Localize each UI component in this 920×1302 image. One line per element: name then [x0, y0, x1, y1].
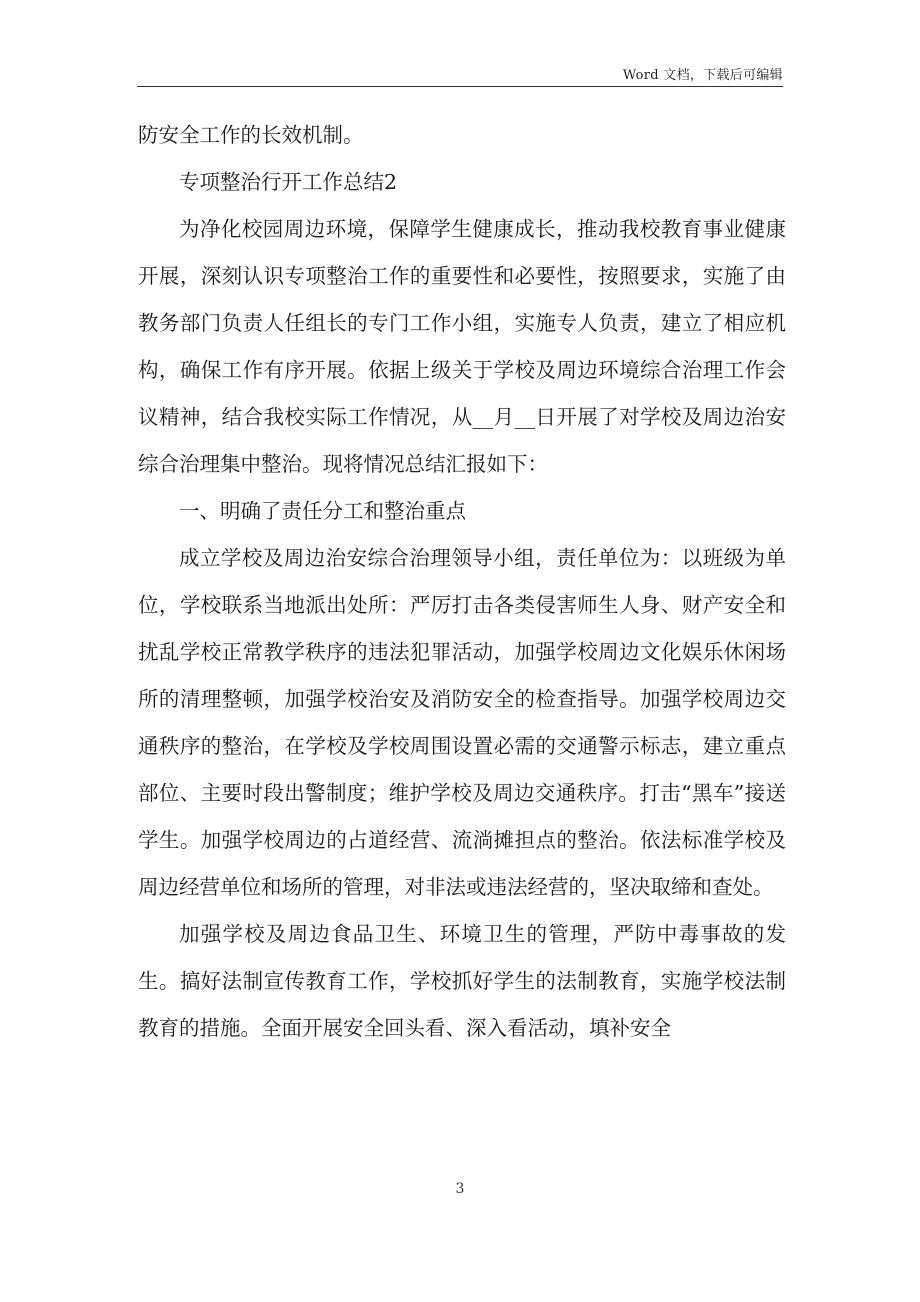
heading-one: 一、明确了责任分工和整治重点	[179, 499, 466, 523]
paragraph-continuation: 防安全工作的长效机制。	[138, 123, 364, 147]
document-body	[138, 112, 786, 1052]
paragraph-leadership: 成立学校及周边治安综合治理领导小组，责任单位为：以班级为单位，学校联系当地派出处所：严厉打击各类侵害师生人身、财产安全和扰乱学校正常教学秩序的违法犯罪活动，加强学校周边文化娱乐休闲场所的清理整顿，加强学校治安及消防安全的检查指导。加强学校周边交通秩序的整治，在学校及学校周围设置必需的交通警示标志，建立重点部位、主要时段出警制度；维护学校及周边交通秩序。打击“黑车”接送学生。加强学校周边的占道经营、流淌摊担点的整治。依法标准学校及周边经营单位和场所的管理，对非法或违法经营的，坚决取缔和查处。	[138, 546, 786, 899]
page-number: 3	[455, 1181, 465, 1197]
header-divider	[137, 86, 783, 87]
section-title: 专项整治行开工作总结2	[179, 170, 398, 194]
header-note: Word 文档，下载后可编辑	[622, 68, 783, 83]
paragraph-hygiene: 加强学校及周边食品卫生、环境卫生的管理，严防中毒事故的发生。搞好法制宣传教育工作，学校抓好学生的法制教育，实施学校法制教育的措施。全面开展安全回头看、深入看活动，填补安全	[138, 922, 786, 1040]
paragraph-intro: 为净化校园周边环境，保障学生健康成长，推动我校教育事业健康开展，深刻认识专项整治工作的重要性和必要性，按照要求，实施了由教务部门负责人任组长的专门工作小组，实施专人负责，建立了相应机构，确保工作有序开展。依据上级关于学校及周边环境综合治理工作会议精神，结合我校实际工作情况，从__月__日开展了对学校及周边治安综合治理集中整治。现将情况总结汇报如下：	[138, 217, 786, 476]
